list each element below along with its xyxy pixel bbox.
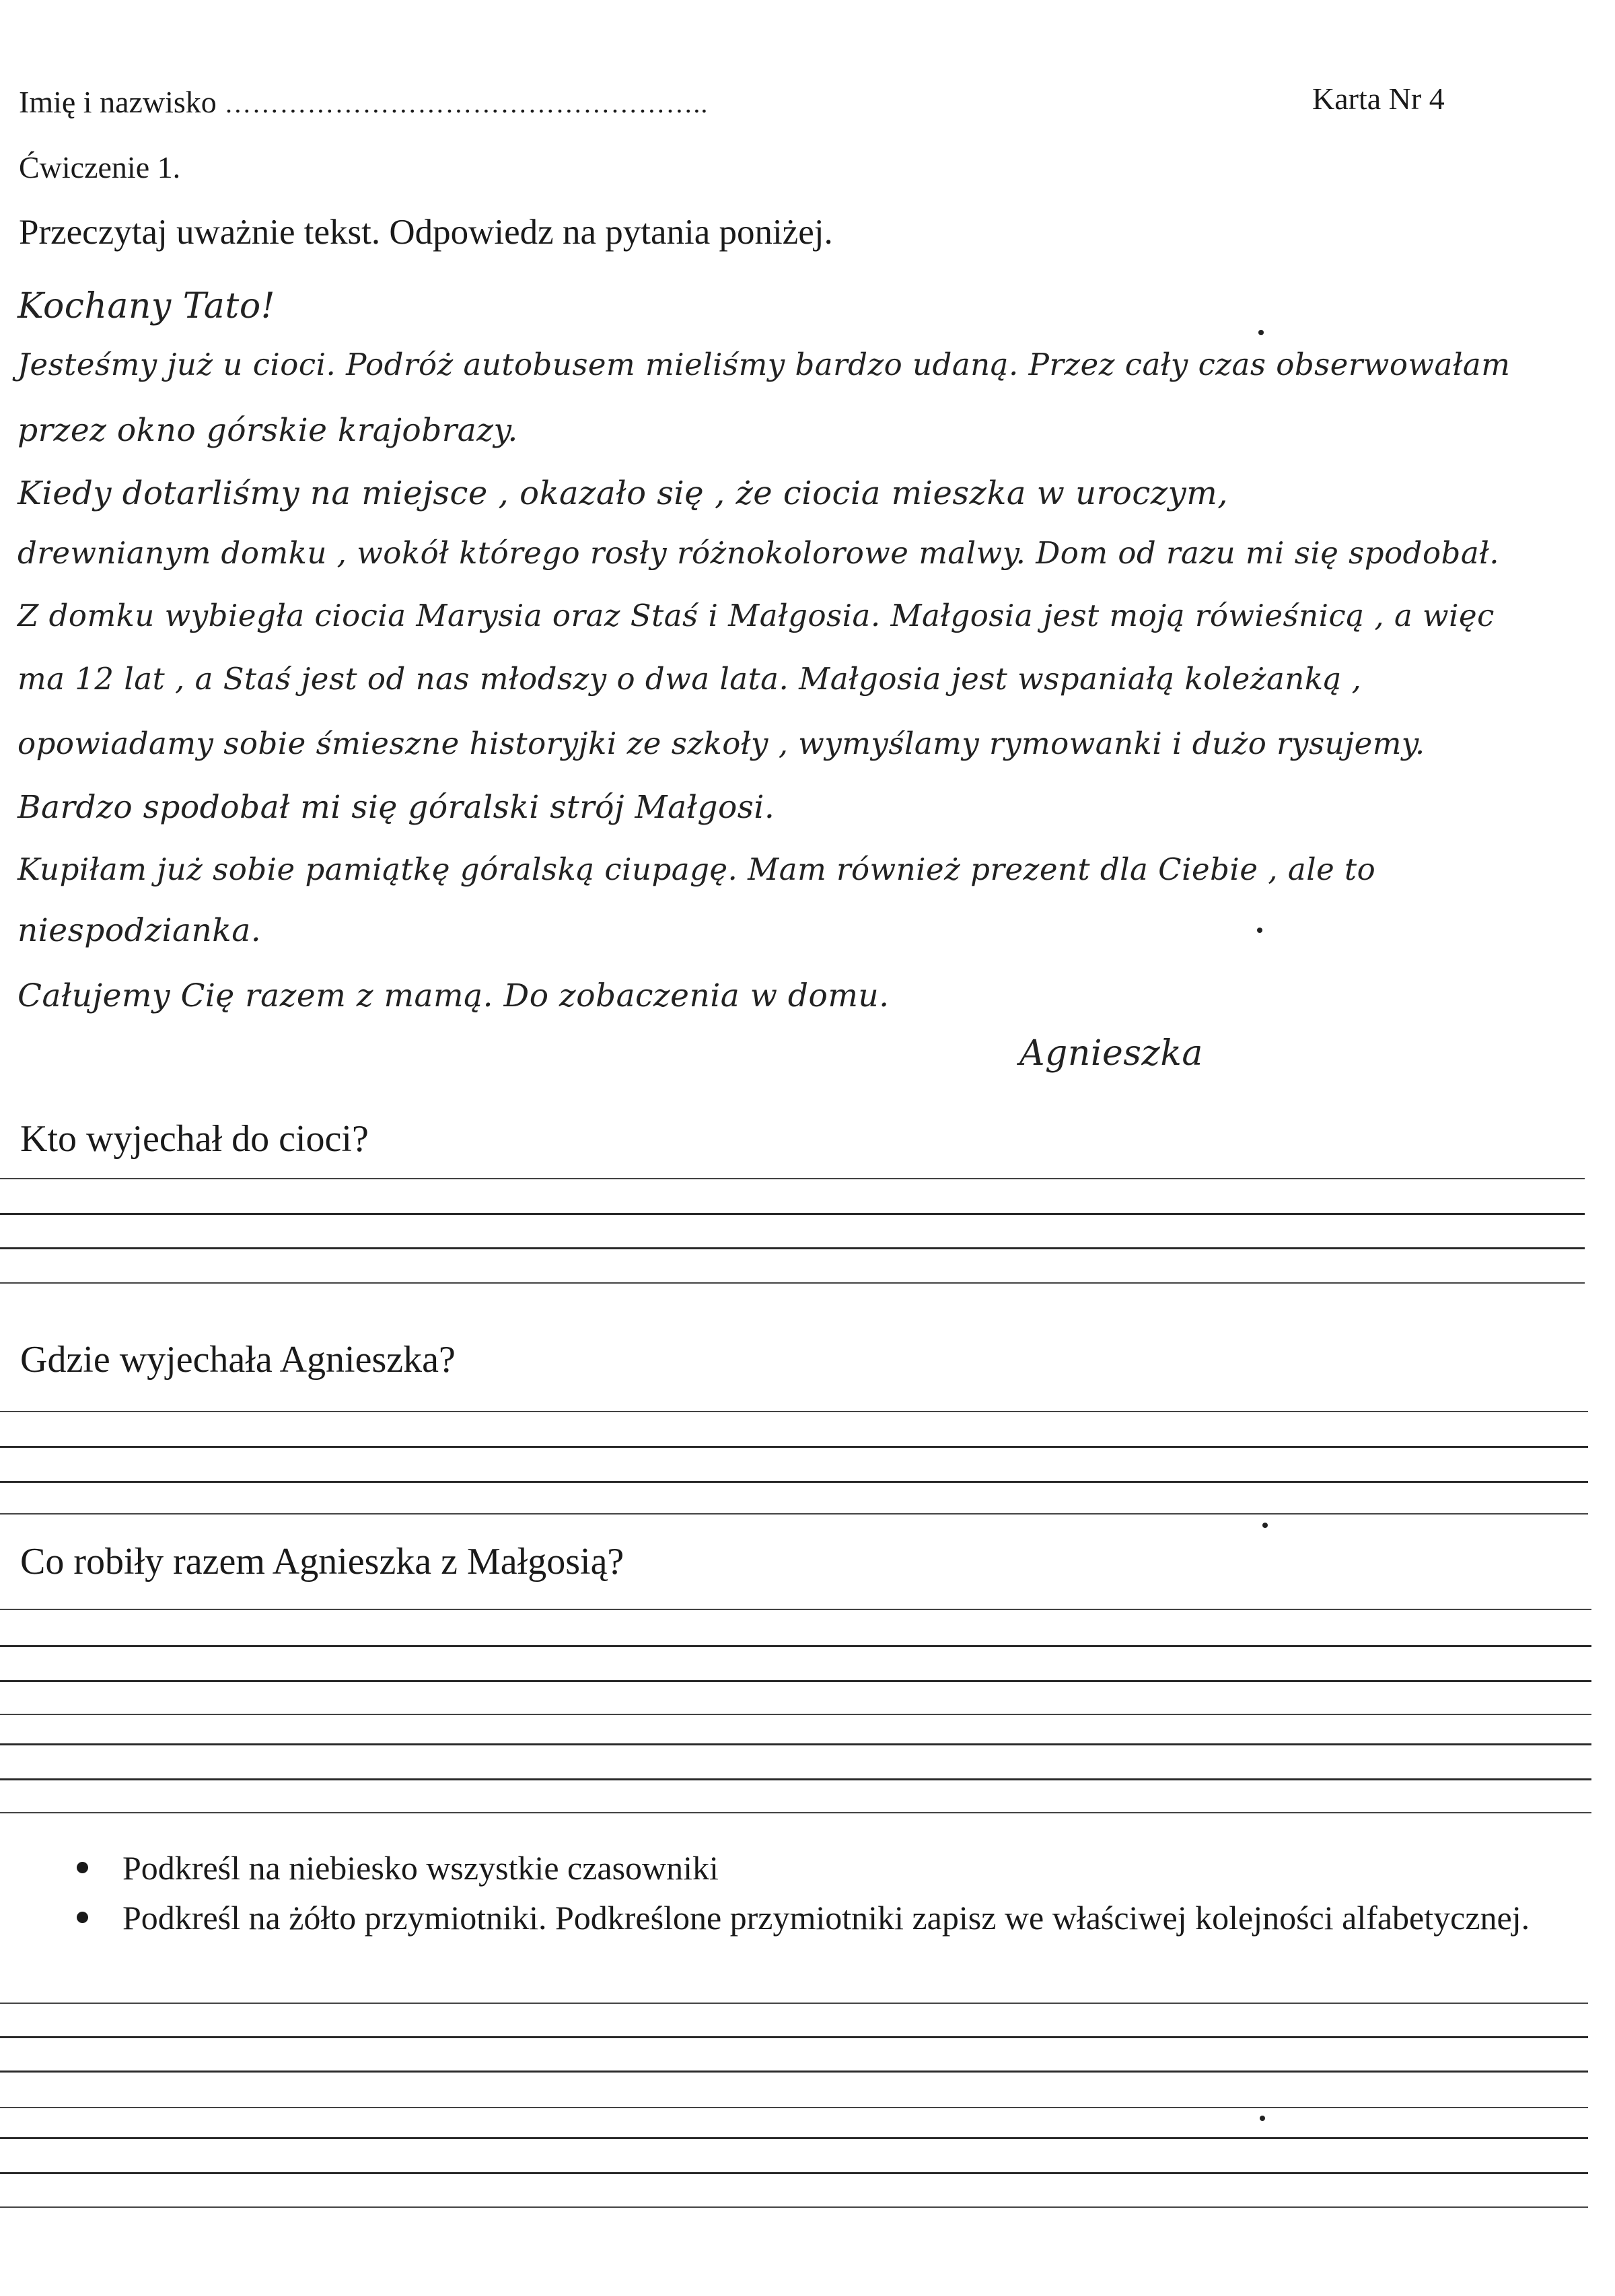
answer-line[interactable] xyxy=(0,2071,1588,2073)
task-item xyxy=(67,1843,1548,1893)
answer-line[interactable] xyxy=(0,2003,1588,2004)
name-label: Imię i nazwisko xyxy=(19,85,217,119)
answer-line[interactable] xyxy=(0,1282,1585,1284)
letter-line: niespodzianka. xyxy=(17,912,262,949)
answer-line[interactable] xyxy=(0,1446,1588,1448)
answer-line[interactable] xyxy=(0,1411,1588,1412)
answer-line[interactable] xyxy=(0,1680,1591,1682)
name-dots: …………………………………………….. xyxy=(224,88,709,118)
answer-line[interactable] xyxy=(0,1778,1591,1780)
card-number: Karta Nr 4 xyxy=(1312,81,1445,116)
letter-line: ma 12 lat , a Staś jest od nas młodszy o dwa lata. Małgosia jest wspaniałą koleżanką , xyxy=(17,661,1362,697)
answer-line[interactable] xyxy=(0,1178,1585,1179)
letter-greeting: Kochany Tato! xyxy=(17,286,276,326)
bullet-icon xyxy=(77,1912,88,1923)
task-item xyxy=(67,1893,1548,1943)
answer-line[interactable] xyxy=(0,1812,1591,1813)
bullet-icon xyxy=(77,1862,88,1873)
letter-line: Kupiłam już sobie pamiątkę góralską ciupagę. Mam również prezent dla Ciebie , ale to xyxy=(17,851,1376,887)
letter-line: przez okno górskie krajobrazy. xyxy=(17,412,518,449)
scan-speck xyxy=(1257,928,1262,933)
task-text: Podkreśl na niebiesko wszystkie czasowniki xyxy=(122,1849,719,1887)
task-text: Podkreśl na żółto przymiotniki. Podkreślone przymiotniki zapisz we właściwej kolejności alfabetycznej. xyxy=(122,1899,1530,1937)
answer-line[interactable] xyxy=(0,2036,1588,2038)
letter-line: drewnianym domku , wokół którego rosły różnokolorowe malwy. Dom od razu mi się spodobał. xyxy=(17,535,1500,571)
letter-line: Całujemy Cię razem z mamą. Do zobaczenia w domu. xyxy=(17,977,890,1014)
letter-line: Z domku wybiegła ciocia Marysia oraz Staś i Małgosia. Małgosia jest moją rówieśnicą , a więc xyxy=(17,598,1495,633)
answer-line[interactable] xyxy=(0,1213,1585,1215)
letter-line: Jesteśmy już u cioci. Podróż autobusem mieliśmy bardzo udaną. Przez cały czas obserwowałam xyxy=(17,347,1511,382)
answer-line[interactable] xyxy=(0,1609,1591,1610)
answer-line[interactable] xyxy=(0,1645,1591,1647)
task-list xyxy=(67,1843,1548,1943)
scan-speck xyxy=(1258,330,1264,335)
answer-line[interactable] xyxy=(0,1743,1591,1745)
question-3: Co robiły razem Agnieszka z Małgosią? xyxy=(20,1541,624,1582)
name-field xyxy=(19,84,708,120)
answer-line[interactable] xyxy=(0,2172,1588,2174)
scan-speck xyxy=(1262,1523,1268,1528)
answer-line[interactable] xyxy=(0,2206,1588,2208)
scan-speck xyxy=(1260,2116,1265,2121)
letter-line: Kiedy dotarliśmy na miejsce , okazało się , że ciocia mieszka w uroczym, xyxy=(17,475,1228,512)
question-2: Gdzie wyjechała Agnieszka? xyxy=(20,1339,456,1381)
letter-signature: Agnieszka xyxy=(1019,1033,1203,1074)
exercise-title: Ćwiczenie 1. xyxy=(19,150,181,184)
answer-line[interactable] xyxy=(0,1513,1588,1515)
answer-line[interactable] xyxy=(0,1714,1591,1715)
answer-line[interactable] xyxy=(0,1247,1585,1249)
answer-line[interactable] xyxy=(0,2107,1588,2108)
question-1: Kto wyjechał do cioci? xyxy=(20,1118,369,1160)
exercise-instruction: Przeczytaj uważnie tekst. Odpowiedz na pytania poniżej. xyxy=(19,213,833,252)
letter-line: opowiadamy sobie śmieszne historyjki ze szkoły , wymyślamy rymowanki i dużo rysujemy. xyxy=(17,726,1425,761)
answer-line[interactable] xyxy=(0,2137,1588,2139)
answer-line[interactable] xyxy=(0,1481,1588,1483)
letter-line: Bardzo spodobał mi się góralski strój Małgosi. xyxy=(17,789,775,826)
